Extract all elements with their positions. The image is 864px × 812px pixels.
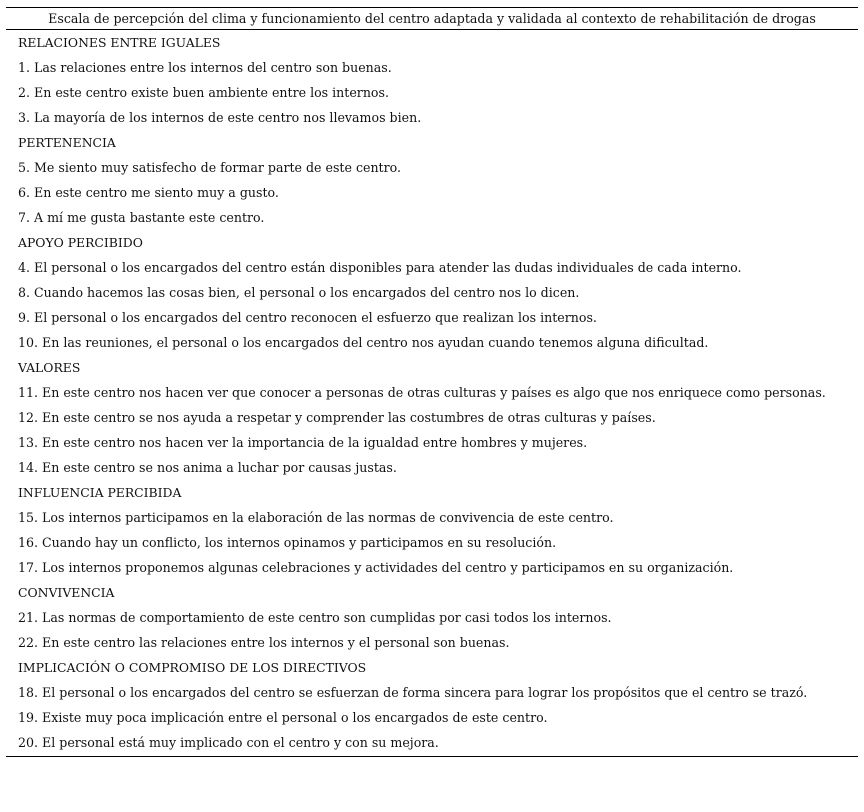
item-row: 6. En este centro me siento muy a gusto.	[18, 185, 279, 200]
section-heading: CONVIVENCIA	[18, 585, 115, 600]
item-row: 22. En este centro las relaciones entre los internos y el personal son buenas.	[18, 635, 510, 650]
section-heading: APOYO PERCIBIDO	[18, 235, 143, 250]
item-row: 16. Cuando hay un conflicto, los internos opinamos y participamos en su resolución.	[18, 535, 557, 550]
section-heading: IMPLICACIÓN O COMPROMISO DE LOS DIRECTIVOS	[18, 660, 367, 675]
section-heading: PERTENENCIA	[18, 135, 116, 150]
item-row: 12. En este centro se nos ayuda a respetar y comprender las costumbres de otras culturas y países.	[18, 410, 656, 425]
item-row: 3. La mayoría de los internos de este centro nos llevamos bien.	[18, 110, 422, 125]
item-row: 9. El personal o los encargados del centro reconocen el esfuerzo que realizan los internos.	[18, 310, 597, 325]
item-row: 21. Las normas de comportamiento de este centro son cumplidas por casi todos los internos.	[18, 610, 612, 625]
item-row: 4. El personal o los encargados del centro están disponibles para atender las dudas individuales de cada interno.	[18, 260, 742, 275]
item-row: 17. Los internos proponemos algunas celebraciones y actividades del centro y participamos en su organización.	[18, 560, 734, 575]
item-row: 5. Me siento muy satisfecho de formar parte de este centro.	[18, 160, 402, 175]
section-heading: RELACIONES ENTRE IGUALES	[18, 35, 221, 50]
section-heading: INFLUENCIA PERCIBIDA	[18, 485, 182, 500]
item-row: 14. En este centro se nos anima a luchar por causas justas.	[18, 460, 397, 475]
item-row: 20. El personal está muy implicado con el centro y con su mejora.	[18, 735, 439, 750]
item-row: 18. El personal o los encargados del centro se esfuerzan de forma sincera para lograr los propósitos que el centro se trazó.	[18, 685, 808, 700]
table-title: Escala de percepción del clima y funcionamiento del centro adaptada y validada al contexto de rehabilitación de drogas	[6, 7, 858, 30]
item-row: 15. Los internos participamos en la elaboración de las normas de convivencia de este centro.	[18, 510, 614, 525]
item-row: 7. A mí me gusta bastante este centro.	[18, 210, 265, 225]
section-heading: VALORES	[18, 360, 81, 375]
item-row: 8. Cuando hacemos las cosas bien, el personal o los encargados del centro nos lo dicen.	[18, 285, 580, 300]
item-row: 1. Las relaciones entre los internos del centro son buenas.	[18, 60, 392, 75]
table-body	[6, 30, 858, 757]
scale-table	[6, 7, 858, 757]
item-row: 19. Existe muy poca implicación entre el personal o los encargados de este centro.	[18, 710, 548, 725]
item-row: 2. En este centro existe buen ambiente entre los internos.	[18, 85, 389, 100]
item-row: 11. En este centro nos hacen ver que conocer a personas de otras culturas y países es algo que nos enriquece como personas.	[18, 385, 826, 400]
item-row: 13. En este centro nos hacen ver la importancia de la igualdad entre hombres y mujeres.	[18, 435, 588, 450]
item-row: 10. En las reuniones, el personal o los encargados del centro nos ayudan cuando tenemos alguna dificultad.	[18, 335, 709, 350]
